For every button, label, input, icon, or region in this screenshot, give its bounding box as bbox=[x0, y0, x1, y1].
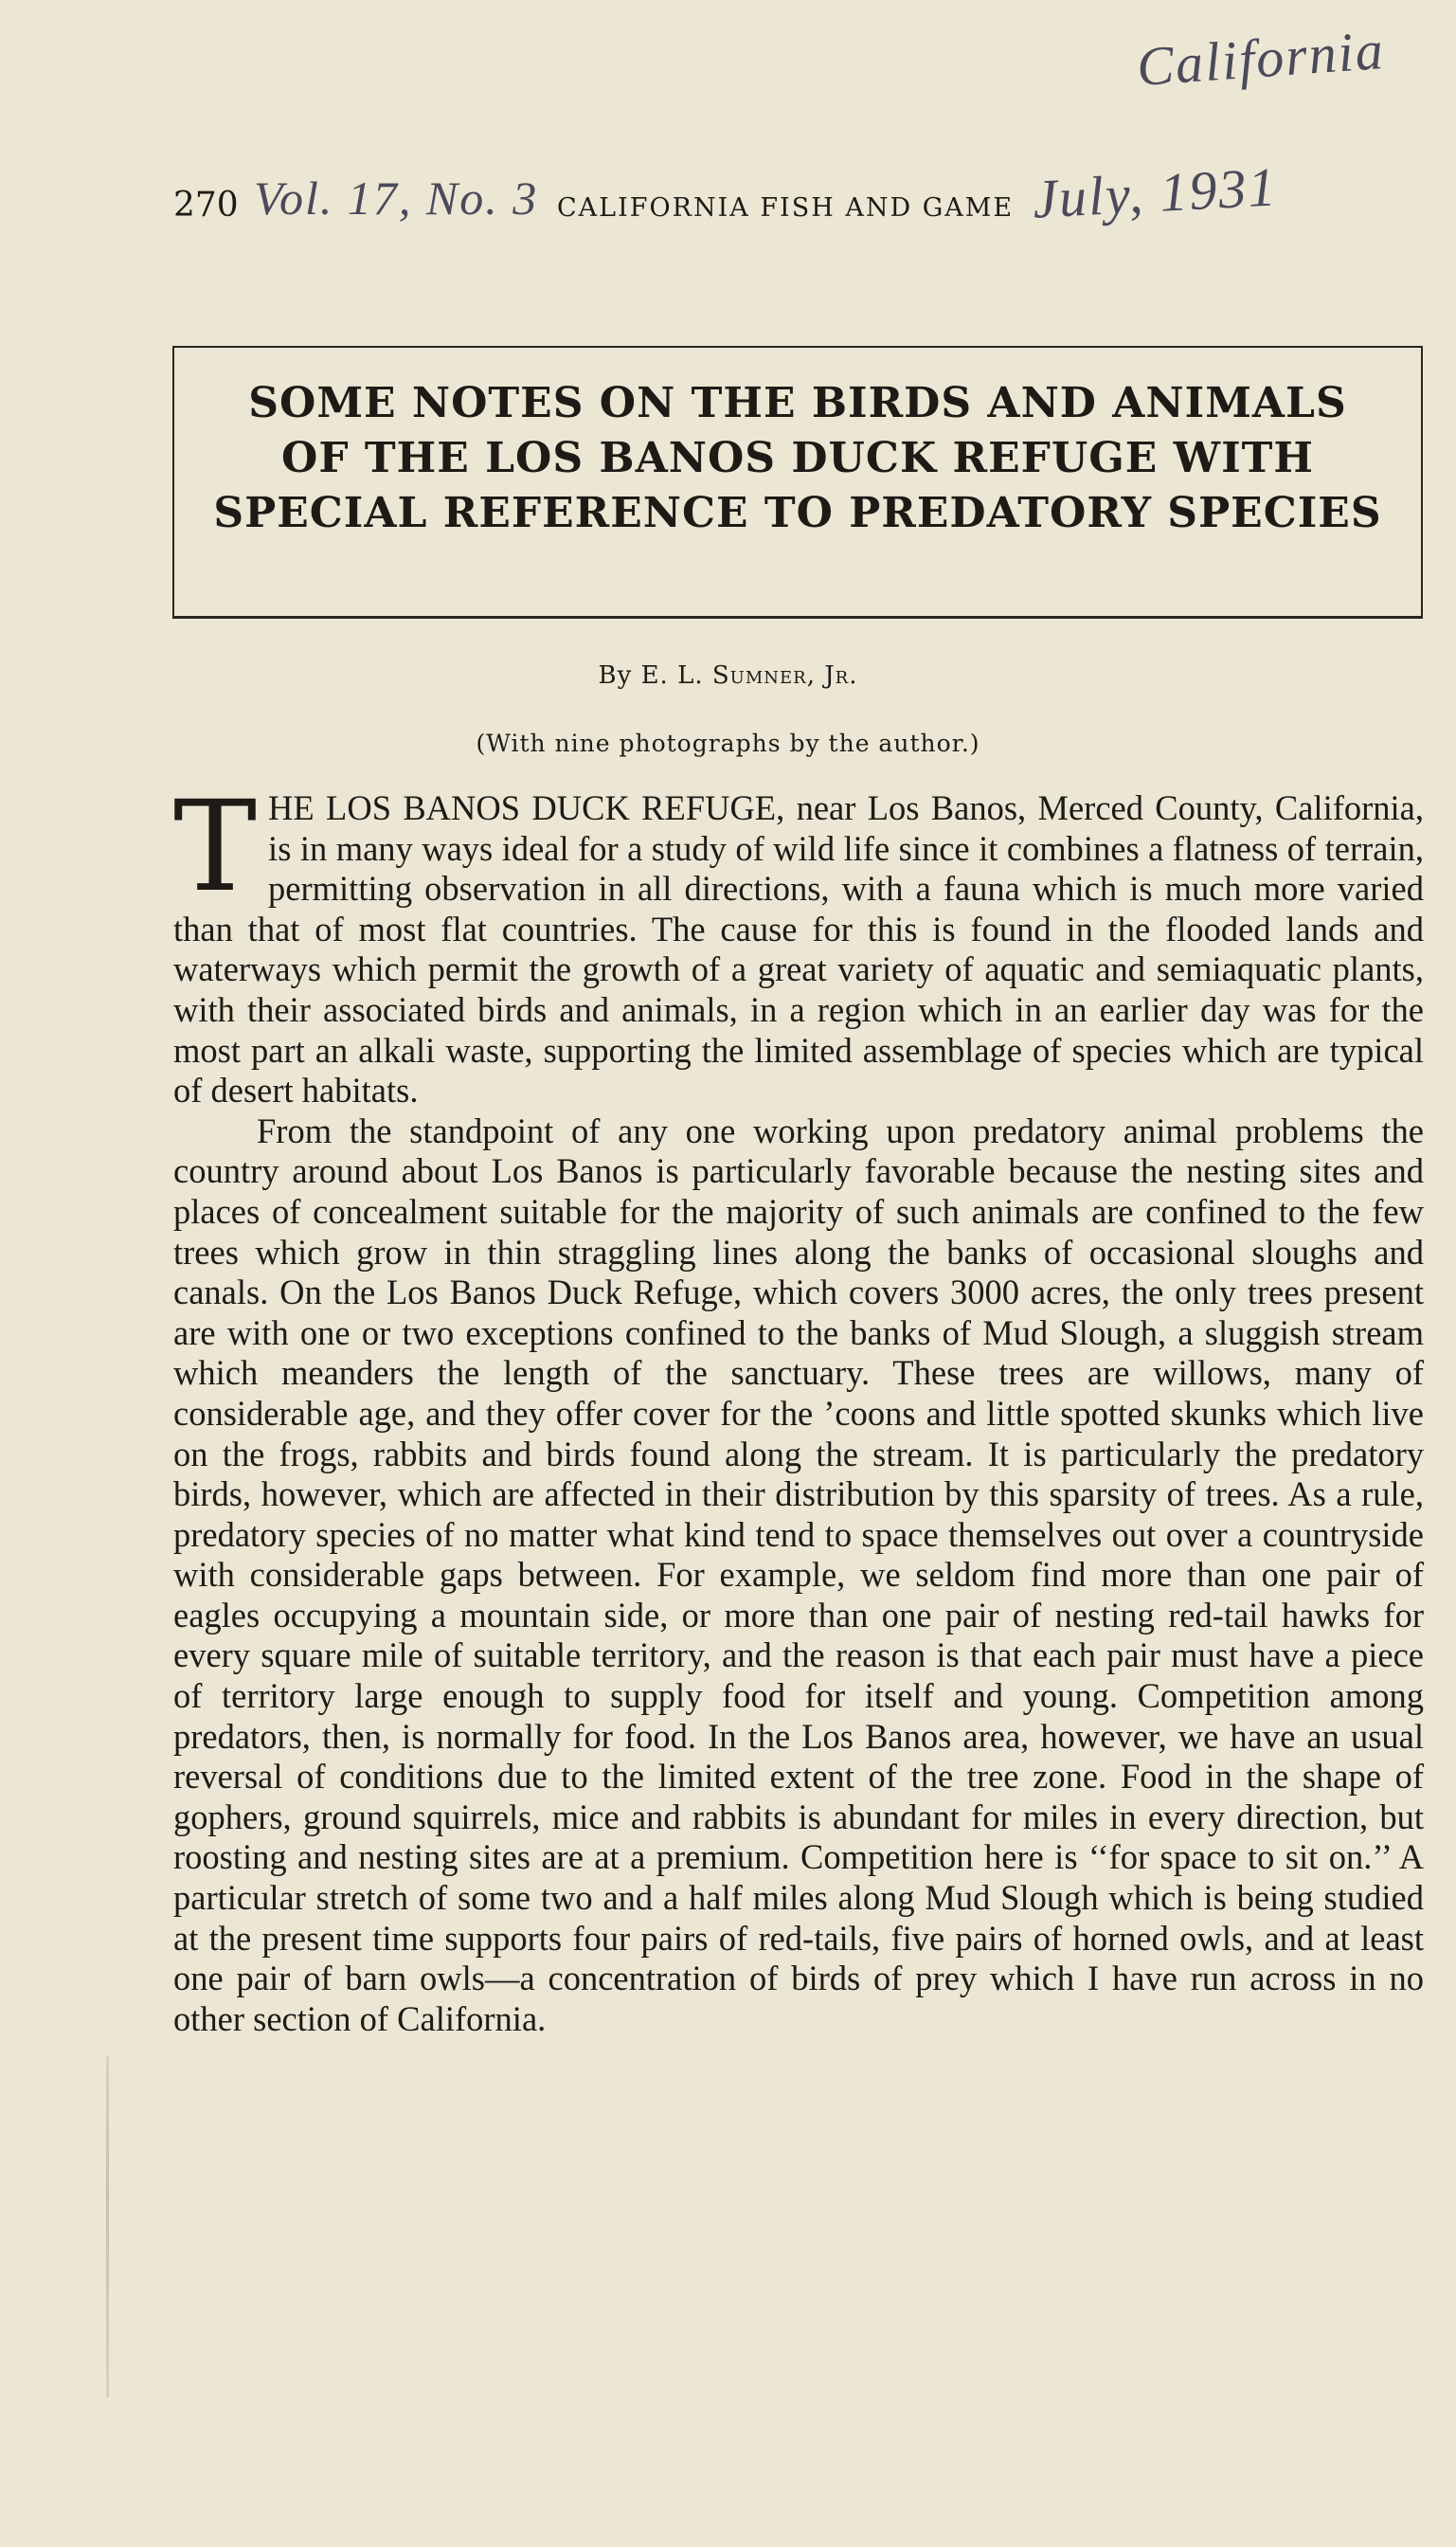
running-head: CALIFORNIA FISH AND GAME bbox=[557, 193, 1015, 223]
handwritten-state-note: California bbox=[1135, 18, 1387, 99]
handwritten-date-note: July, 1931 bbox=[1031, 155, 1279, 230]
paragraph-1-text: HE LOS BANOS DUCK REFUGE, near Los Banos, Merced County, California, is in many ways ideal for a study of wild life since it combines a flatness of terrain, permitting observation in all directions, with a fauna which is much more varied than that of most flat countries. The cause for this is found in the flooded lands and waterways which permit the growth of a great variety of aquatic and semiaquatic plants, with their associated birds and animals, in a region which in an earlier day was for the most part an alkali waste, supporting the limited assemblage of species which are typical of desert habitats. bbox=[173, 788, 1424, 1111]
author-name: E. L. Sumner, Jr. bbox=[640, 661, 858, 690]
handwritten-volume-note: Vol. 17, No. 3 bbox=[254, 172, 539, 225]
page-number: 270 bbox=[173, 186, 239, 225]
byline bbox=[0, 661, 1456, 690]
paragraph-1 bbox=[173, 774, 1424, 1111]
margin-mark bbox=[106, 2056, 109, 2397]
article-body bbox=[173, 774, 1424, 2039]
byline-prefix: By bbox=[598, 661, 633, 690]
photo-note: (With nine photographs by the author.) bbox=[476, 730, 980, 757]
drop-cap: T bbox=[173, 774, 258, 920]
paragraph-2: From the standpoint of any one working upon predatory animal problems the country around about Los Banos is particularly favorable because the nesting sites and places of concealment suitable for the majority of such animals are confined to the few trees which grow in thin straggling lines along the banks of occasional sloughs and canals. On the Los Banos Duck Refuge, which covers 3000 acres, the only trees present are with one or two exceptions confined to the banks of Mud Slough, a sluggish stream which meanders the length of the sanctuary. These trees are willows, many of considerable age, and they offer cover for the ’coons and little spotted skunks which live on the frogs, rabbits and birds found along the stream. It is particularly the predatory birds, however, which are affected in their distribution by this sparsity of trees. As a rule, predatory species of no matter what kind tend to space themselves out over a countryside with considerable gaps between. For example, we seldom find more than one pair of eagles occupying a mountain side, or more than one pair of nesting red-tail hawks for every square mile of suitable territory, and the reason is that each pair must have a piece of territory large enough to supply food for itself and young. Competition among predators, then, is normally for food. In the Los Banos area, however, we have an usual reversal of conditions due to the limited extent of the tree zone. Food in the shape of gophers, ground squirrels, mice and rabbits is abundant for miles in every direction, but roosting and nesting sites are at a premium. Competition here is ‘‘for space to sit on.’’ A particular stretch of some two and a half miles along Mud Slough which is being studied at the present time supports four pairs of red-tails, five pairs of horned owls, and at least one pair of barn owls—a concentration of birds of prey which I have run across in no other section of California. bbox=[173, 1111, 1424, 2038]
article-title: SOME NOTES ON THE BIRDS AND ANIMALS OF THE LOS BANOS DUCK REFUGE WITH SPECIAL REFERENCE TO PREDATORY SPECIES bbox=[213, 379, 1382, 537]
title-box bbox=[172, 346, 1423, 619]
